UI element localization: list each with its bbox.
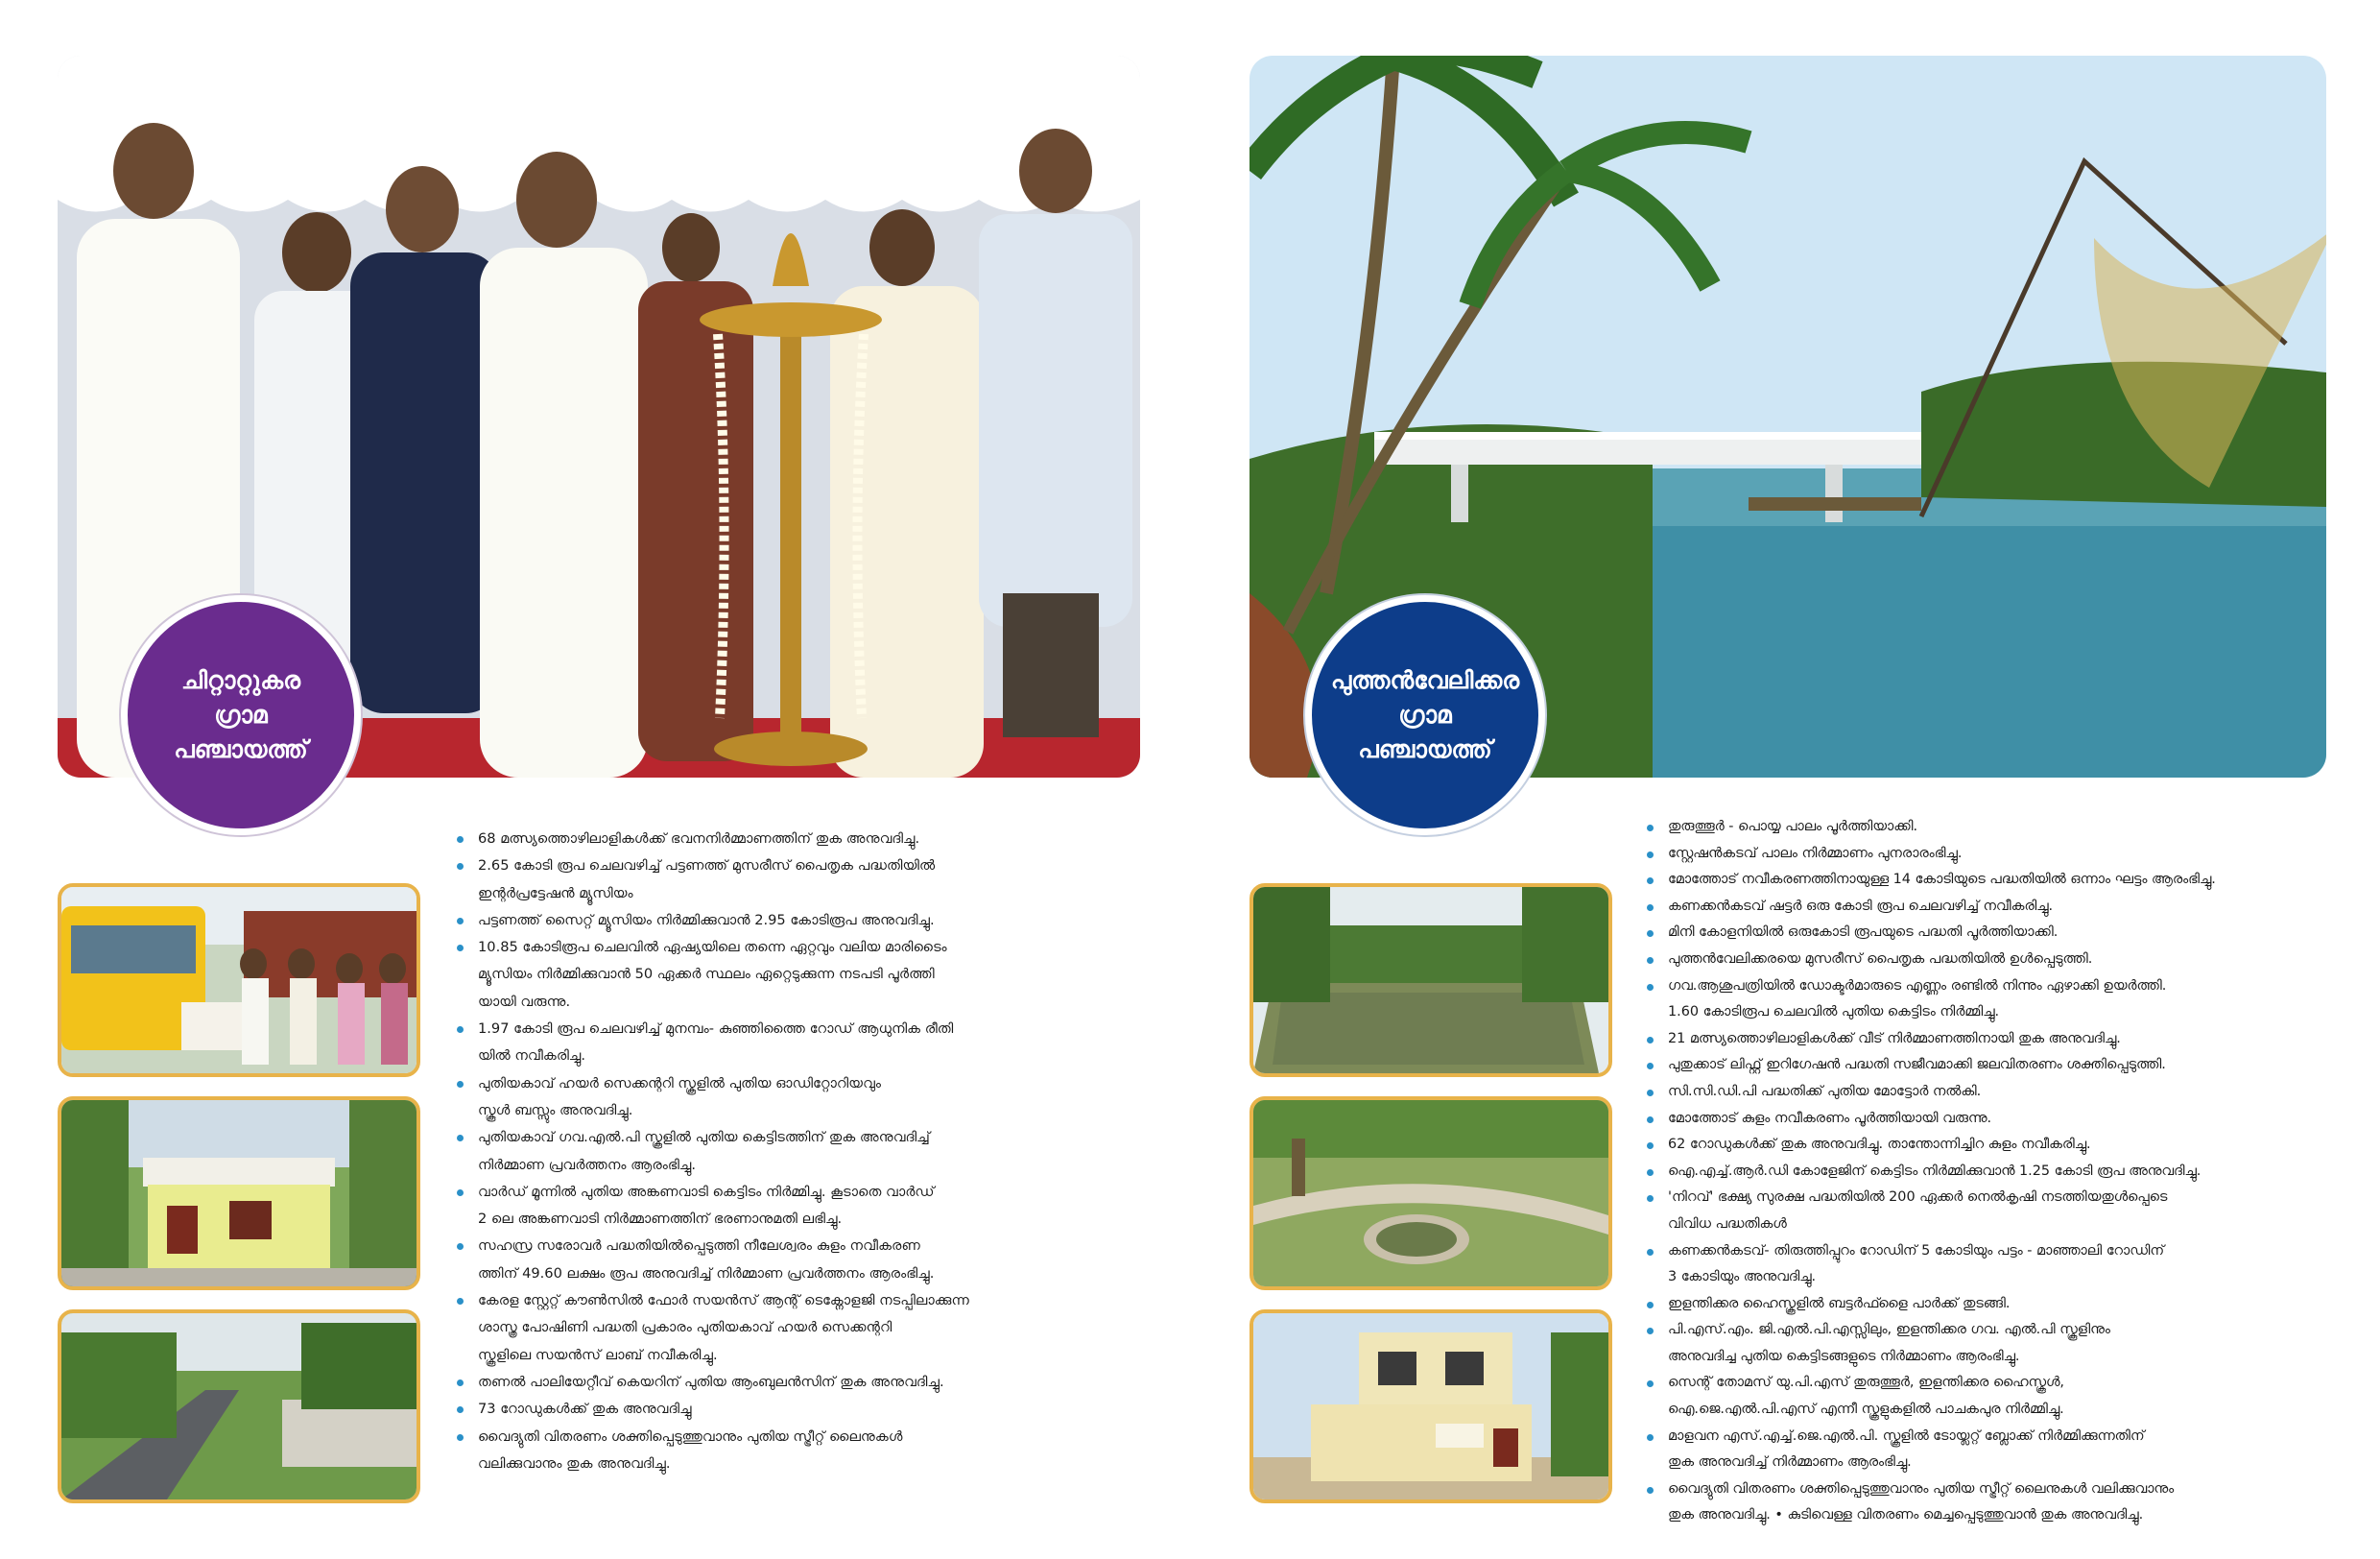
item-line: വൈദ്യുതി വിതരണം ശക്തിപ്പെടുത്തുവാനും പുതിയ സ്ട്രീറ്റ് ലൈനുകൾ	[478, 1427, 903, 1445]
item-line: മിനി കോളനിയിൽ ഒരുകോടി രൂപയുടെ പദ്ധതി പൂർത്തിയാക്കി.	[1668, 924, 2059, 941]
item-line: മ്യൂസിയം നിർമ്മിക്കുവാൻ 50 ഏക്കർ സ്ഥലം ഏറ്റെടുക്കുന്ന നടപടി പൂർത്തി	[478, 966, 935, 983]
item-line: സ്കൂളിലെ സയൻസ് ലാബ് നവീകരിച്ചു.	[478, 1346, 718, 1363]
item-line: ഇന്റർപ്രട്ടേഷൻ മ്യൂസിയം	[478, 884, 633, 901]
item-line: 68 മത്സ്യത്തൊഴിലാളികൾക്ക് ഭവനനിർമ്മാണത്തിന് തുക അനുവദിച്ചു.	[478, 830, 920, 847]
list-item	[453, 1396, 1144, 1423]
school-bus-photo	[58, 883, 420, 1077]
item-line: സ്റ്റേഷൻകടവ് പാലം നിർമ്മാണം പുനരാരംഭിച്ചു.	[1668, 845, 1963, 861]
list-item	[1643, 1424, 2334, 1476]
chittattukara-achievements-list	[453, 826, 1144, 1477]
item-line: വലിക്കുവാനും തുക അനുവദിച്ചു.	[478, 1454, 671, 1472]
chittattukara-panchayat-badge	[121, 595, 361, 835]
item-line: കേരള സ്റ്റേറ്റ് കൗൺസിൽ ഫോർ സയൻസ് ആന്റ് ടെക്നോളജി നടപ്പിലാക്കുന്ന	[478, 1292, 969, 1309]
list-item	[1643, 1476, 2334, 1529]
list-item	[1643, 841, 2334, 868]
item-line: 'നിറവ്' ഭക്ഷ്യ സുരക്ഷ പദ്ധതിയിൽ 200 ഏക്കർ നെൽകൃഷി നടത്തിയതുൾപ്പെടെ	[1668, 1189, 2168, 1206]
badge-line: പഞ്ചായത്ത്	[174, 735, 308, 763]
item-line: തുക അനുവദിച്ചു. • കുടിവെള്ള വിതരണം മെച്ചപ്പെടുത്തുവാൻ തുക അനുവദിച്ചു.	[1668, 1507, 2144, 1523]
item-line: പി.എസ്.എം. ജി.എൽ.പി.എസ്സിലും, ഇളന്തിക്കര ഗവ. എൽ.പി സ്കൂളിനും	[1668, 1322, 2110, 1338]
item-line: ഐ.എച്ച്.ആർ.ഡി കോളേജിന് കെട്ടിടം നിർമ്മിക്കുവാൻ 1.25 കോടി രൂപ അനുവദിച്ചു.	[1668, 1163, 2202, 1179]
item-line: തുരുത്തൂർ - പൊയ്യ പാലം പൂർത്തിയാക്കി.	[1668, 819, 1918, 834]
list-item	[453, 1070, 1144, 1125]
item-line: ത്തിന് 49.60 ലക്ഷം രൂപ അനുവദിച്ച് നിർമ്മാണ പ്രവർത്തനം ആരംഭിച്ചു.	[478, 1264, 935, 1282]
list-item	[453, 1179, 1144, 1234]
puthenvelikkara-panchayat-badge	[1305, 595, 1545, 835]
badge-line: പുത്തൻവേലിക്കര	[1330, 666, 1520, 694]
item-line: 3 കോടിയും അനുവദിച്ചു.	[1668, 1269, 1817, 1285]
item-line: 62 റോഡുകൾക്ക് തുക അനുവദിച്ചു. താന്തോന്നിച്ചിറ കുളം നവീകരിച്ചു.	[1668, 1137, 2091, 1153]
item-line: ഐ.ജെ.എൽ.പി.എസ് എന്നീ സ്കൂളുകളിൽ പാചകപുര നിർമ്മിച്ചു.	[1668, 1402, 2064, 1418]
item-line: 73 റോഡുകൾക്ക് തുക അനുവദിച്ചു	[478, 1401, 692, 1418]
list-item	[1643, 814, 2334, 841]
item-line: മോത്തോട് കുളം നവീകരണം പൂർത്തിയായി വരുന്നു.	[1668, 1110, 1992, 1126]
list-item	[1643, 1132, 2334, 1159]
puthenvelikkara-achievements-list	[1643, 814, 2334, 1529]
item-line: പുതുക്കാട് ലിഫ്റ്റ് ഇറിഗേഷൻ പദ്ധതി സജീവമാക്കി ജലവിതരണം ശക്തിപ്പെടുത്തി.	[1668, 1057, 2166, 1073]
item-line: മാളവന എസ്.എച്ച്.ജെ.എൽ.പി. സ്കൂളിൽ ടോയ്ലറ്റ് ബ്ലോക്ക് നിർമ്മിക്കുന്നതിന്	[1668, 1427, 2145, 1444]
list-item	[1643, 1238, 2334, 1291]
item-line: തുക അനുവദിച്ച് നിർമ്മാണം ആരംഭിച്ചു.	[1668, 1454, 1912, 1471]
badge-line: ചിറ്റാറ്റുകര	[180, 666, 301, 694]
two-storey-building-photo	[1250, 1309, 1612, 1503]
list-item	[453, 1287, 1144, 1369]
pond-photo	[1250, 883, 1612, 1077]
list-item	[1643, 1159, 2334, 1186]
list-item	[453, 852, 1144, 907]
village-road-photo	[58, 1309, 420, 1503]
item-line: മോത്തോട് നവീകരണത്തിനായുള്ള 14 കോടിയുടെ പദ്ധതിയിൽ ഒന്നാം ഘട്ടം ആരംഭിച്ചു.	[1668, 872, 2216, 888]
list-item	[1643, 920, 2334, 947]
item-line: സെന്റ് തോമസ് യു.പി.എസ് തുരുത്തൂർ, ഇളന്തിക്കര ഹൈസ്കൂൾ,	[1668, 1375, 2064, 1391]
item-line: ശാസ്ത്ര പോഷിണി പദ്ധതി പ്രകാരം പുതിയകാവ് ഹയർ സെക്കന്ററി	[478, 1319, 892, 1336]
list-item	[1643, 947, 2334, 973]
list-item	[453, 907, 1144, 934]
item-line: വാർഡ് മൂന്നിൽ പുതിയ അങ്കണവാടി കെട്ടിടം നിർമ്മിച്ചു. കൂടാതെ വാർഡ്	[478, 1183, 935, 1200]
list-item	[1643, 1026, 2334, 1053]
list-item	[1643, 1185, 2334, 1237]
list-item	[453, 1424, 1144, 1478]
item-line: പുത്തൻവേലിക്കരയെ മുസരീസ് പൈതൃക പദ്ധതിയിൽ ഉൾപ്പെടുത്തി.	[1668, 950, 2093, 967]
item-line: വൈദ്യുതി വിതരണം ശക്തിപ്പെടുത്തുവാനും പുതിയ സ്ട്രീറ്റ് ലൈനുകൾ വലിക്കുവാനും	[1668, 1480, 2175, 1497]
list-item	[1643, 1079, 2334, 1106]
item-line: തണൽ പാലിയേറ്റീവ് കെയറിന് പുതിയ ആംബുലൻസിന് തുക അനുവദിച്ചു.	[478, 1373, 944, 1390]
list-item	[1643, 1106, 2334, 1133]
item-line: 1.97 കോടി രൂപ ചെലവഴിച്ച് മുനമ്പം- കുഞ്ഞിത്തൈ റോഡ് ആധുനിക രീതി	[478, 1020, 954, 1038]
item-line: 1.60 കോടിരൂപ ചെലവിൽ പുതിയ കെട്ടിടം നിർമ്മിച്ചു.	[1668, 1004, 2000, 1020]
list-item	[453, 826, 1144, 852]
badge-line: പഞ്ചായത്ത്	[1358, 735, 1492, 763]
list-item	[1643, 1317, 2334, 1370]
item-line: സി.സി.ഡി.പി പദ്ധതിക്ക് പുതിയ മോട്ടോർ നൽകി.	[1668, 1083, 1982, 1099]
list-item	[1643, 894, 2334, 921]
item-line: വിവിധ പദ്ധതികൾ	[1668, 1215, 1787, 1232]
anganwadi-building-photo	[58, 1096, 420, 1290]
item-line: 21 മത്സ്യത്തൊഴിലാളികൾക്ക് വീട് നിർമ്മാണത്തിനായി തുക അനുവദിച്ചു.	[1668, 1030, 2121, 1046]
list-item	[1643, 973, 2334, 1026]
list-item	[1643, 1370, 2334, 1423]
list-item	[453, 1124, 1144, 1179]
item-line: ഗവ.ആശുപത്രിയിൽ ഡോക്ടർമാരുടെ എണ്ണം രണ്ടിൽ നിന്നും ഏഴാക്കി ഉയർത്തി.	[1668, 977, 2167, 994]
item-line: സ്കൂൾ ബസ്സും അനുവദിച്ചു.	[478, 1101, 633, 1118]
item-line: അനുവദിച്ച പുതിയ കെട്ടിടങ്ങളുടെ നിർമ്മാണം ആരംഭിച്ചു.	[1668, 1348, 2020, 1364]
item-line: കണക്കൻകടവ് ഷട്ടർ ഒരു കോടി രൂപ ചെലവഴിച്ച് നവീകരിച്ചു.	[1668, 898, 2054, 914]
item-line: നിർമ്മാണ പ്രവർത്തനം ആരംഭിച്ചു.	[478, 1156, 697, 1173]
list-item	[453, 1369, 1144, 1396]
item-line: 2 ലെ അങ്കണവാടി നിർമ്മാണത്തിന് ഭരണാനുമതി ലഭിച്ചു.	[478, 1211, 843, 1228]
item-line: യായി വരുന്നു.	[478, 993, 571, 1010]
item-line: ഇളന്തിക്കര ഹൈസ്കൂളിൽ ബട്ടർഫ്ളൈ പാർക്ക് തുടങ്ങി.	[1668, 1295, 2011, 1311]
list-item	[453, 1233, 1144, 1287]
list-item	[1643, 1291, 2334, 1318]
item-line: പുതിയകാവ് ഹയർ സെക്കന്ററി സ്കൂളിൽ പുതിയ ഓഡിറ്റോറിയവും	[478, 1074, 882, 1091]
item-line: 10.85 കോടിരൂപ ചെലവിൽ ഏഷ്യയിലെ തന്നെ ഏറ്റവും വലിയ മാരിടൈം	[478, 939, 947, 956]
list-item	[453, 934, 1144, 1016]
item-line: സഹസ്ര സരോവർ പദ്ധതിയിൽപ്പെടുത്തി നീലേശ്വരം കുളം നവീകരണ	[478, 1237, 920, 1255]
badge-line: ഗ്രാമ	[214, 701, 268, 729]
badge-line: ഗ്രാമ	[1398, 701, 1452, 729]
item-line: പട്ടണത്ത് സൈറ്റ് മ്യൂസിയം നിർമ്മിക്കുവാൻ 2.95 കോടിരൂപ അനുവദിച്ചു.	[478, 911, 935, 928]
list-item	[453, 1016, 1144, 1070]
item-line: യിൽ നവീകരിച്ചു.	[478, 1047, 585, 1065]
list-item	[1643, 867, 2334, 894]
item-line: 2.65 കോടി രൂപ ചെലവഴിച്ച് പട്ടണത്ത് മുസരീസ് പൈതൃക പദ്ധതിയിൽ	[478, 857, 936, 875]
item-line: കണക്കൻകടവ്- തിരുത്തിപ്പുറം റോഡിന് 5 കോടിയും പട്ടം - മാഞ്ഞാലി റോഡിന്	[1668, 1242, 2164, 1259]
garden-pond-photo	[1250, 1096, 1612, 1290]
item-line: പുതിയകാവ് ഗവ.എൽ.പി സ്കൂളിൽ പുതിയ കെട്ടിടത്തിന് തുക അനുവദിച്ച്	[478, 1129, 930, 1146]
list-item	[1643, 1052, 2334, 1079]
